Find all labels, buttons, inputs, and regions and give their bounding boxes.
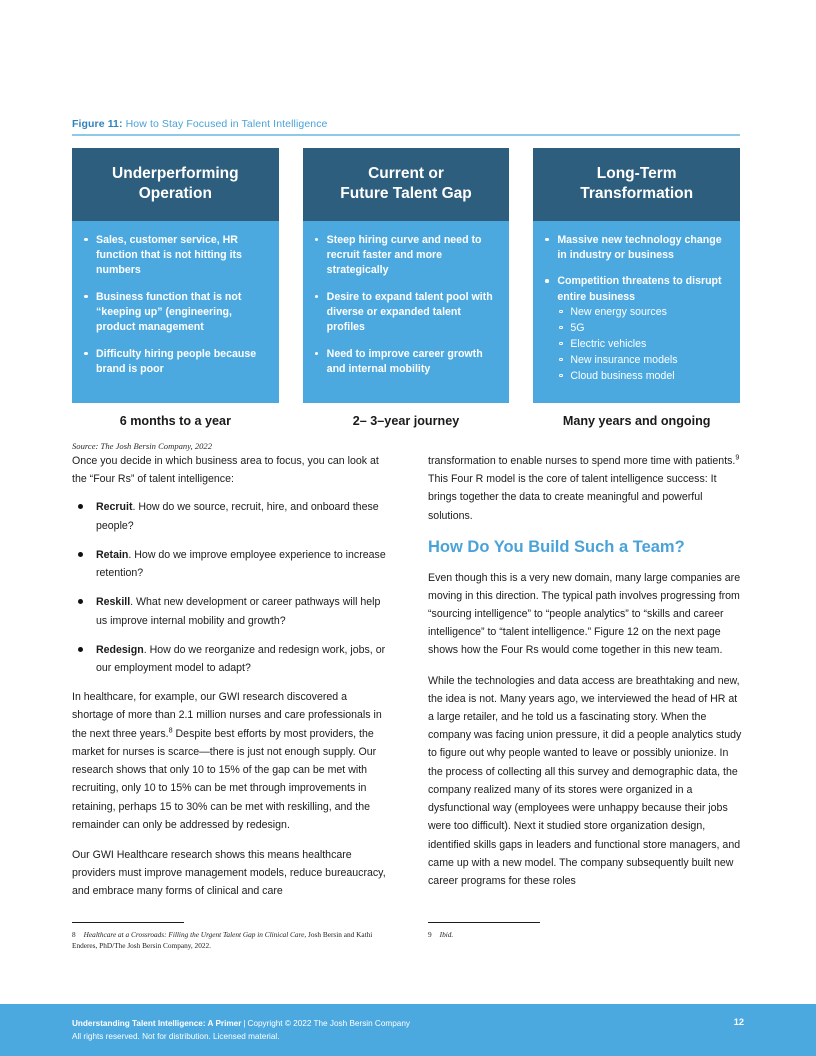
- figure-card-current-or-future-talent-gap: [303, 148, 510, 428]
- paragraph-new-domain: Even though this is a very new domain, many large companies are moving in this direction. The typical path involves progressing from “sourcing intelligence” to “people analytics” to “skills and career intelligence” to “talent intelligence.” Figure 12 on the next page shows how the Four Rs would come together in this new team.: [428, 571, 741, 657]
- footnote-9: [428, 930, 744, 941]
- paragraph-continued-part-b: This Four R model is the core of talent intelligence success: It brings together the data to create meaningful and powerful solutions.: [428, 473, 717, 522]
- footer-copyright: Copyright © 2022 The Josh Bersin Company: [247, 1019, 410, 1028]
- sub-bullet-circle-icon: [559, 358, 562, 361]
- paragraph-healthcare-part-b: Despite best efforts by most providers, the market for nurses is scarce—there is just not enough supply. Our research shows that only 10 to 15% of the gap can be met with recruiting, only 10 to 15% can be met through improvements in retaining, perhaps 15 to 30% can be met with reskilling, and the remainder can only be addressed by redesign.: [72, 727, 377, 831]
- card-bullet-text: Difficulty hiring people because brand is poor: [96, 347, 257, 376]
- card-sub-bullet-text: New insurance models: [570, 353, 678, 366]
- four-rs-description: . What new development or career pathways will help us improve internal mobility and growth?: [96, 596, 381, 627]
- card-bullet-list: [313, 233, 500, 378]
- card-bullet-text: Need to improve career growth and internal mobility: [326, 347, 483, 376]
- footnote-ref-8: 8: [168, 725, 173, 735]
- card-bullet-text: Sales, customer service, HR function that is not hitting its numbers: [96, 233, 242, 277]
- card-header-line1: Underperforming: [112, 165, 239, 182]
- card-sub-bullet-text: New energy sources: [570, 306, 667, 319]
- card-bullet-text: Massive new technology change in industry or business: [557, 233, 722, 262]
- card-sub-bullet-item: [557, 369, 730, 385]
- figure-source: Source: The Josh Bersin Company, 2022: [72, 440, 213, 451]
- footnote-number: 9: [428, 930, 432, 940]
- card-body: [533, 221, 740, 403]
- bullet-dot-icon: [78, 504, 83, 509]
- bullet-dot-icon: [315, 238, 319, 242]
- bullet-dot-icon: [78, 599, 83, 604]
- card-body: [72, 221, 279, 403]
- card-header-line2: Transformation: [580, 184, 694, 202]
- body-columns: [72, 452, 744, 913]
- list-item: [72, 498, 388, 534]
- card-bullet-item: [313, 290, 500, 336]
- list-item: [72, 593, 388, 629]
- footnotes-area: [72, 922, 744, 952]
- body-column-right: [428, 452, 744, 913]
- figure-cards-row: [72, 148, 740, 428]
- figure-title: [72, 118, 740, 134]
- card-bullet-item: [82, 233, 269, 279]
- figure-title-text: How to Stay Focused in Talent Intelligence: [122, 118, 328, 130]
- card-sub-bullet-list: [557, 305, 730, 384]
- bullet-dot-icon: [84, 238, 88, 242]
- card-header: [72, 148, 279, 221]
- bullet-dot-icon: [545, 279, 549, 283]
- paragraph-intro: Once you decide in which business area to focus, you can look at the “Four Rs” of talent intelligence:: [72, 455, 379, 486]
- four-rs-term: Retain: [96, 548, 129, 561]
- footnote-rest: Josh Bersin and Kathi Enderes, PhD/The Josh Bersin Company, 2022.: [72, 930, 373, 951]
- footer-separator: |: [243, 1019, 246, 1028]
- card-bullet-text: Competition threatens to disrupt entire business: [557, 275, 722, 303]
- card-bullet-text: Desire to expand talent pool with diverse or expanded talent profiles: [326, 290, 493, 334]
- card-body: [303, 221, 510, 403]
- card-bullet-list: [82, 233, 269, 378]
- paragraph-continued-part-a: transformation to enable nurses to spend more time with patients.: [428, 455, 736, 467]
- paragraph-gwi-healthcare: Our GWI Healthcare research shows this means healthcare providers must improve management models, reduce bureaucracy, and embrace many forms of clinical and care: [72, 848, 386, 898]
- sub-bullet-circle-icon: [559, 326, 562, 329]
- footnote-8: [72, 930, 388, 952]
- four-rs-list: [72, 498, 388, 677]
- footnote-column-right: [428, 922, 744, 952]
- bullet-dot-icon: [84, 295, 88, 299]
- card-bullet-item: [543, 274, 730, 384]
- footnote-ibid: Ibid.: [439, 930, 454, 940]
- four-rs-term: Redesign: [96, 643, 144, 656]
- footnote-separator-rule: [428, 922, 540, 923]
- figure-11-block: [72, 118, 740, 451]
- bullet-dot-icon: [545, 238, 549, 242]
- figure-card-long-term-transformation: [533, 148, 740, 428]
- sub-bullet-circle-icon: [559, 342, 562, 345]
- card-sub-bullet-item: [557, 321, 730, 337]
- sub-bullet-circle-icon: [559, 310, 562, 313]
- card-caption: 2– 3–year journey: [352, 413, 460, 428]
- paragraph-retailer-story: While the technologies and data access are breathtaking and new, the idea is not. Many years ago, we interviewed the head of HR at a large retailer, and he told us a fascinating story. When the company was facing union pressure, it did a people analytics study to figure out why people wanted to leave or possibly unionize. In the process of collecting all this survey and demographic data, the company realized many of its stores were organized in a dysfunctional way (employees were unhappy because their jobs were too difficult). Next it studied store organization design, identified skills gaps in leaders and functional store managers, and came up with a new model. The company subsequently built new career programs for these roles: [428, 674, 742, 887]
- sub-bullet-circle-icon: [559, 374, 562, 377]
- footnote-number: 8: [72, 930, 76, 940]
- four-rs-term: Recruit: [96, 501, 133, 514]
- figure-label: Figure 11:: [72, 118, 123, 130]
- footer-document-title: Understanding Talent Intelligence: A Primer: [72, 1019, 242, 1028]
- paragraph-continued: [428, 452, 744, 525]
- card-caption: 6 months to a year: [119, 413, 231, 428]
- card-sub-bullet-item: [557, 305, 730, 321]
- four-rs-term: Reskill: [96, 596, 131, 609]
- card-bullet-list: [543, 233, 730, 385]
- card-header-line1: Long-Term: [596, 165, 677, 182]
- bullet-dot-icon: [84, 352, 88, 356]
- footnote-column-left: [72, 922, 388, 952]
- footnote-title: Healthcare at a Crossroads: Filling the Urgent Talent Gap in Clinical Care,: [83, 930, 307, 940]
- card-bullet-item: [82, 290, 269, 336]
- footnote-ref-9: 9: [735, 452, 740, 462]
- four-rs-description: . How do we source, recruit, hire, and onboard these people?: [96, 501, 379, 532]
- card-header-line2: Future Talent Gap: [340, 184, 472, 202]
- card-bullet-text: Steep hiring curve and need to recruit faster and more strategically: [326, 233, 482, 277]
- bullet-dot-icon: [78, 552, 83, 557]
- card-bullet-item: [313, 233, 500, 279]
- card-header-line2: Operation: [138, 184, 212, 202]
- list-item: [72, 546, 388, 582]
- figure-divider-rule: [72, 134, 740, 136]
- card-bullet-text: Business function that is not “keeping up” (engineering, product management: [96, 290, 242, 334]
- card-header: [533, 148, 740, 221]
- footer-text-block: [72, 1017, 410, 1044]
- card-header: [303, 148, 510, 221]
- bullet-dot-icon: [315, 295, 319, 299]
- card-sub-bullet-text: Electric vehicles: [570, 337, 647, 350]
- card-bullet-item: [313, 347, 500, 378]
- page-footer: [0, 1004, 816, 1056]
- bullet-dot-icon: [78, 647, 83, 652]
- section-heading-how-do-you-build-such-a-team: How Do You Build Such a Team?: [428, 537, 685, 556]
- paragraph-healthcare: [72, 688, 388, 834]
- card-sub-bullet-item: [557, 353, 730, 369]
- list-item: [72, 641, 388, 677]
- four-rs-description: . How do we improve employee experience to increase retention?: [96, 548, 386, 580]
- bullet-dot-icon: [315, 352, 319, 356]
- card-bullet-item: [82, 347, 269, 378]
- card-caption: Many years and ongoing: [562, 413, 711, 428]
- footnote-separator-rule: [72, 922, 184, 923]
- footer-inner: [72, 1017, 744, 1044]
- footer-page-number: 12: [733, 1017, 744, 1027]
- card-sub-bullet-text: Cloud business model: [570, 369, 675, 382]
- card-sub-bullet-text: 5G: [570, 321, 585, 334]
- four-rs-description: . How do we reorganize and redesign work, jobs, or our employment model to adapt?: [96, 643, 386, 674]
- card-sub-bullet-item: [557, 337, 730, 353]
- footer-rights-line: All rights reserved. Not for distribution. Licensed material.: [72, 1032, 280, 1042]
- footer-line-1: [72, 1017, 410, 1030]
- body-column-left: [72, 452, 388, 913]
- card-header-line1: Current or: [368, 165, 444, 182]
- paragraph-healthcare-part-a: In healthcare, for example, our GWI research discovered a shortage of more than 2.1 million nurses and care professionals in the next three years.: [72, 691, 382, 740]
- figure-card-underperforming-operation: [72, 148, 279, 428]
- card-bullet-item: [543, 233, 730, 264]
